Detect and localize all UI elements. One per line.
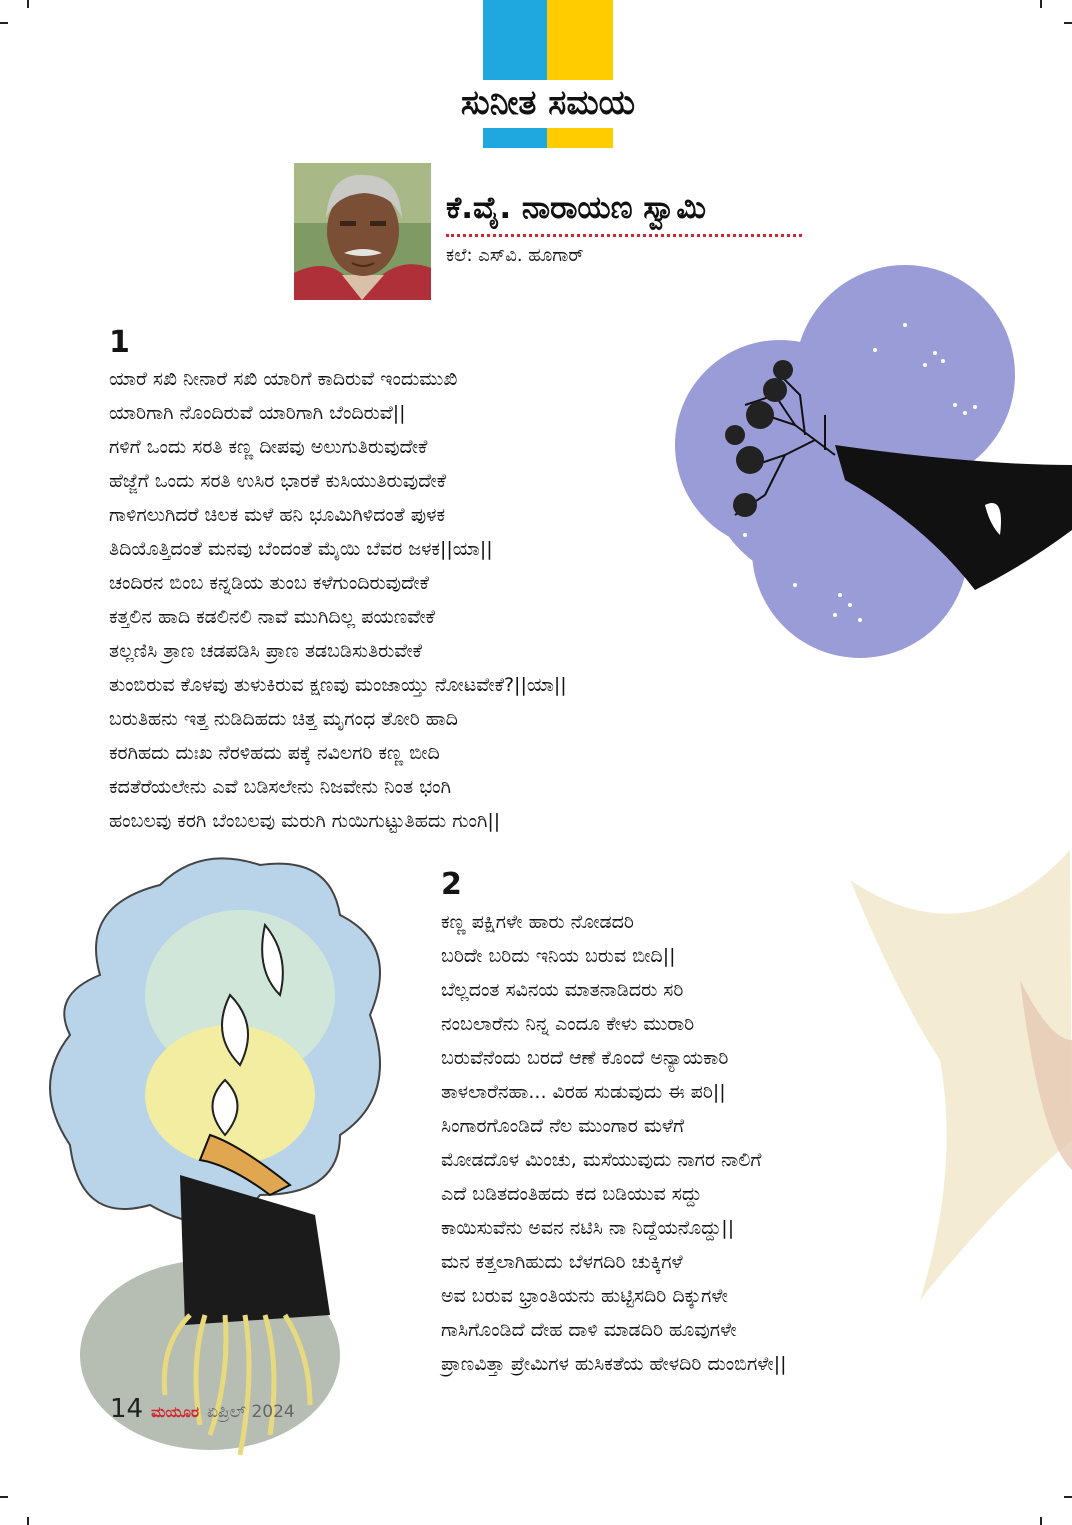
poem-line: ಹಂಬಲವು ಕರಗಿ ಬೆಂಬಲವು ಮರುಗಿ ಗುಯಿಗುಟ್ಟುತಿಹದು ಗುಂಗಿ|| bbox=[109, 810, 501, 832]
crop-mark bbox=[1064, 1496, 1072, 1498]
issue-date: ಏಪ್ರಿಲ್ 2024 bbox=[206, 1402, 295, 1422]
poem-line: ಕರಗಿಹದು ದುಃಖ ನೆರಳಿಹದು ಪಕ್ಕೆ ನವಿಲಗರಿ ಕಣ್ಣ ಬೀದಿ bbox=[109, 742, 440, 764]
poem-line: ಗಾಳಿಗಲುಗಿದರೆ ಚಿಲಕ ಮಳೆ ಹನಿ ಭೂಮಿಗಿಳಿದಂತೆ ಪುಳಕ bbox=[109, 504, 446, 526]
poem-line: ಕದತೆರೆಯಲೇನು ಎವೆ ಬಡಿಸಲೇನು ನಿಜವೇನು ನಿಂತ ಭಂಗಿ bbox=[109, 776, 451, 798]
magazine-name: ಮಯೂರ bbox=[151, 1403, 199, 1421]
dotted-divider bbox=[446, 234, 802, 237]
crop-mark bbox=[1064, 22, 1072, 24]
crop-mark bbox=[27, 0, 29, 8]
poem-line: ಕಾಯಿಸುವೆನು ಅವನ ನಟಿಸಿ ನಾ ನಿದ್ದೆಯನೊದ್ದು|| bbox=[441, 1217, 735, 1239]
poem-line: ಮನ ಕತ್ತಲಾಗಿಹುದು ಬೆಳಗದಿರಿ ಚುಕ್ಕಿಗಳೆ bbox=[441, 1251, 683, 1273]
header-yellow-strip bbox=[547, 128, 613, 148]
author-photo bbox=[294, 163, 431, 300]
column-title: ಸುನೀತ ಸಮಯ bbox=[400, 80, 696, 128]
poem-line: ಯಾರೆ ಸಖಿ ನೀನಾರೆ ಸಖಿ ಯಾರಿಗೆ ಕಾದಿರುವೆ ಇಂದುಮುಖಿ bbox=[109, 368, 458, 390]
poem-line: ಮೋಡದೊಳ ಮಿಂಚು, ಮಸೆಯುವುದು ನಾಗರ ನಾಲಿಗೆ bbox=[441, 1149, 762, 1171]
poem-line: ನಂಬಲಾರೆನು ನಿನ್ನ ಎಂದೂ ಕೇಳು ಮುರಾರಿ bbox=[441, 1013, 695, 1035]
page-footer bbox=[110, 1394, 295, 1424]
poem-line: ಗಾಸಿಗೊಂಡಿದೆ ದೇಹ ದಾಳಿ ಮಾಡದಿರಿ ಹೂವುಗಳೇ bbox=[441, 1319, 737, 1341]
poem-line: ಗಳಿಗೆ ಒಂದು ಸರತಿ ಕಣ್ಣ ದೀಪವು ಅಲುಗುತಿರುವುದೇಕೆ bbox=[109, 436, 428, 458]
crop-mark bbox=[0, 1496, 8, 1498]
header-blue-block bbox=[483, 0, 547, 80]
poem-line: ಪ್ರಾಣವಿತ್ತಾ ಪ್ರೇಮಿಗಳ ಹುಸಿಕತೆಯ ಹೇಳದಿರಿ ದುಂಬಿಗಳೇ|| bbox=[441, 1353, 787, 1375]
header-blue-strip bbox=[483, 128, 547, 148]
crop-mark bbox=[27, 1517, 29, 1525]
header-yellow-block bbox=[547, 0, 613, 80]
poem-stanza bbox=[109, 362, 567, 838]
poem-line: ಅವ ಬರುವ ಭ್ರಾಂತಿಯನು ಹುಟ್ಟಿಸದಿರಿ ದಿಕ್ಕುಗಳೇ bbox=[441, 1285, 728, 1307]
poem-line: ಬರಿದೇ ಬರಿದು ಇನಿಯ ಬರುವ ಬೀದಿ|| bbox=[441, 945, 676, 967]
crop-mark bbox=[1040, 1517, 1042, 1525]
crop-mark bbox=[0, 22, 8, 24]
poem-line: ಬರುತಿಹನು ಇತ್ತ ನುಡಿದಿಹದು ಚಿತ್ತ ಮೃಗಂಧ ತೋರಿ ಹಾದಿ bbox=[109, 708, 458, 730]
illustration-swirl-right bbox=[820, 840, 1072, 1360]
poem-line: ಕಣ್ಣ ಪಕ್ಷಿಗಳೇ ಹಾರು ನೋಡದರಿ bbox=[441, 911, 634, 933]
art-credit: ಕಲೆ: ಎಸ್‌ವಿ. ಹೂಗಾರ್ bbox=[446, 245, 584, 266]
poem-line: ಹೆಜ್ಜೆಗೆ ಒಂದು ಸರತಿ ಉಸಿರ ಭಾರಕೆ ಕುಸಿಯುತಿರುವುದೇಕೆ bbox=[109, 470, 447, 492]
poem-number: 2 bbox=[441, 867, 462, 902]
poem-line: ಬೆಲ್ಲದಂತ ಸವಿನಯ ಮಾತನಾಡಿದರು ಸರಿ bbox=[441, 979, 684, 1001]
poem-line: ಸಿಂಗಾರಗೊಂಡಿದೆ ನೆಲ ಮುಂಗಾರ ಮಳೆಗೆ bbox=[441, 1115, 685, 1137]
page-number: 14 bbox=[110, 1394, 144, 1424]
poem-line: ಬರುವೆನೆಂದು ಬರದೆ ಆಣೆ ಕೊಂದೆ ಅನ್ಯಾಯಕಾರಿ bbox=[441, 1047, 729, 1069]
poem-line: ಎದೆ ಬಡಿತದಂತಿಹದು ಕದ ಬಡಿಯುವ ಸದ್ದು bbox=[441, 1183, 702, 1205]
poem-line: ಯಾರಿಗಾಗಿ ನೊಂದಿರುವೆ ಯಾರಿಗಾಗಿ ಬೆಂದಿರುವೆ|| bbox=[109, 402, 406, 424]
poem-line: ತಲ್ಲಣಿಸಿ ತ್ರಾಣ ಚಡಪಡಿಸಿ ಪ್ರಾಣ ತಡಬಡಿಸುತಿರುವೇಕೆ bbox=[109, 640, 422, 662]
poem-number: 1 bbox=[109, 325, 130, 360]
crop-mark bbox=[1040, 0, 1042, 8]
poem-line: ಕತ್ತಲಿನ ಹಾದಿ ಕಡಲಿನಲಿ ನಾವೆ ಮುಗಿದಿಲ್ಲ ಪಯಣವೇಕೆ bbox=[109, 606, 435, 628]
poem-stanza bbox=[441, 905, 787, 1381]
illustration-night-tree bbox=[675, 265, 1072, 665]
poem-line: ಚಂದಿರನ ಬಿಂಬ ಕನ್ನಡಿಯ ತುಂಬ ಕಳೆಗುಂದಿರುವುದೇಕೆ bbox=[109, 572, 429, 594]
poem-line: ತಿದಿಯೊತ್ತಿದಂತೆ ಮನವು ಬೆಂದಂತೆ ಮೈಯಿ ಬೆವರ ಜಳಕ||ಯಾ|| bbox=[109, 538, 493, 560]
author-name: ಕೆ.ವೈ. ನಾರಾಯಣ ಸ್ವಾಮಿ bbox=[446, 190, 706, 226]
poem-line: ತುಂಬಿರುವ ಕೊಳವು ತುಳುಕಿರುವ ಕ್ಷಣವು ಮಂಜಾಯ್ತು ನೋಟವೇಕೆ?||ಯಾ|| bbox=[109, 674, 567, 696]
illustration-cloud-leaves bbox=[40, 845, 410, 1470]
poem-line: ತಾಳಲಾರೆನಹಾ... ವಿರಹ ಸುಡುವುದು ಈ ಪರಿ|| bbox=[441, 1081, 726, 1103]
